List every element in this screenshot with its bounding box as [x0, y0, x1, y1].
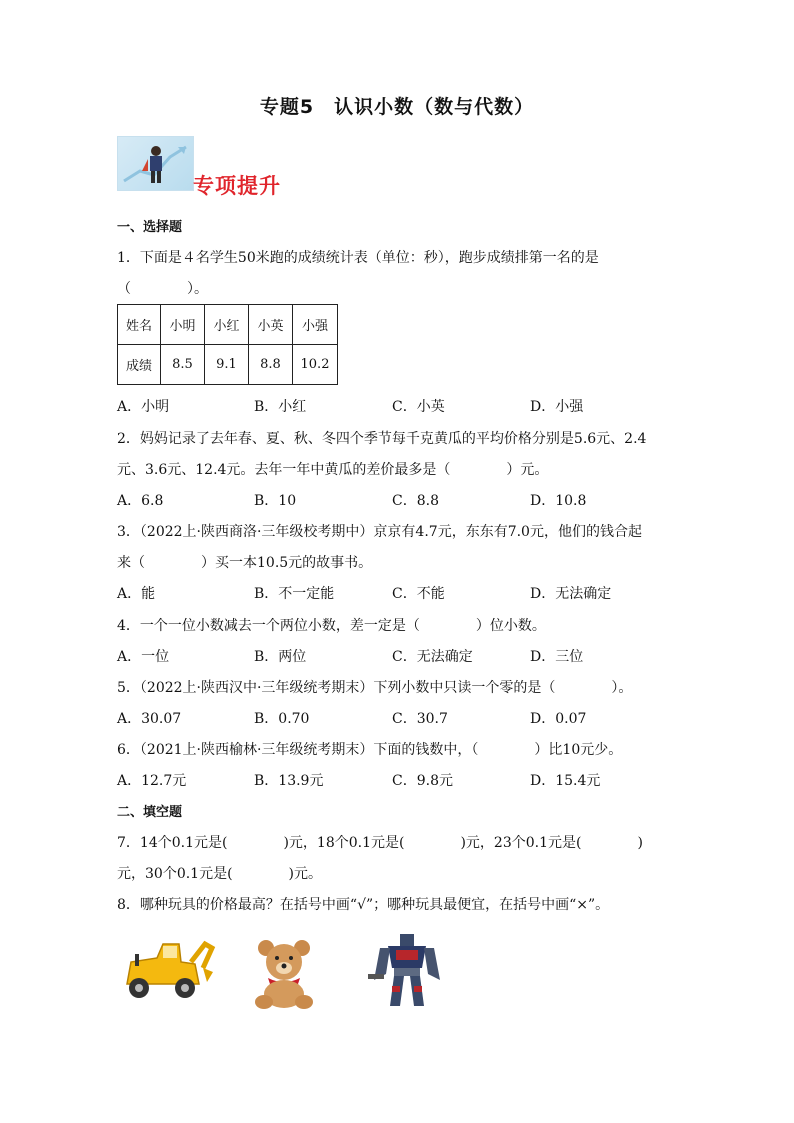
teddy-bear-icon — [250, 938, 318, 1014]
score-table — [117, 304, 338, 385]
table-header-cell: 小强 — [293, 305, 338, 345]
table-cell: 10.2 — [293, 345, 338, 385]
option-c: C．小英 — [392, 399, 445, 415]
option-d: D．无法确定 — [530, 586, 612, 602]
option-a: A．30.07 — [117, 711, 182, 727]
option-b: B．13.9元 — [254, 773, 324, 789]
question-1-blank: （ ）。 — [117, 281, 208, 297]
section-heading-fill: 二、填空题 — [117, 805, 183, 820]
toy-car-icon — [117, 932, 217, 1012]
option-b: B．小红 — [254, 399, 307, 415]
option-b: B．两位 — [254, 649, 307, 665]
question-2-text-cont: 元、3.6元、12.4元。去年一年中黄瓜的差价最多是（ ）元。 — [117, 462, 549, 478]
option-a: A．6.8 — [117, 493, 164, 509]
table-header-cell: 小明 — [161, 305, 205, 345]
option-d: D．三位 — [530, 649, 584, 665]
robot-icon — [368, 930, 446, 1014]
question-8-text: 8．哪种玩具的价格最高？在括号中画“√”；哪种玩具最便宜，在括号中画“×”。 — [117, 897, 610, 913]
option-a: A．能 — [117, 586, 156, 602]
question-6-text: 6．（2021上·陕西榆林·三年级统考期末）下面的钱数中，（ ）比10元少。 — [117, 742, 623, 758]
question-7-text-cont: 元，30个0.1元是( )元。 — [117, 866, 323, 882]
page-title: 专题5 认识小数（数与代数） — [259, 96, 535, 118]
section-heading-choice: 一、选择题 — [117, 220, 183, 235]
section-banner — [117, 136, 297, 198]
option-c: C．9.8元 — [392, 773, 453, 789]
option-c: C．8.8 — [392, 493, 439, 509]
option-a: A．12.7元 — [117, 773, 187, 789]
question-3-text-cont: 来（ ）买一本10.5元的故事书。 — [117, 555, 373, 571]
option-d: D．小强 — [530, 399, 584, 415]
question-7-text: 7．14个0.1元是( )元，18个0.1元是( )元，23个0.1元是( ) — [117, 835, 643, 851]
option-b: B．10 — [254, 493, 297, 509]
banner-label: 专项提升 — [193, 174, 281, 198]
option-d: D．0.07 — [530, 711, 587, 727]
table-row — [118, 345, 338, 385]
table-header-cell: 小英 — [249, 305, 293, 345]
table-row — [118, 305, 338, 345]
option-a: A．小明 — [117, 399, 170, 415]
option-c: C．无法确定 — [392, 649, 473, 665]
question-1-text: 1．下面是４名学生50米跑的成绩统计表（单位：秒），跑步成绩排第一名的是 — [117, 250, 599, 266]
option-c: C．30.7 — [392, 711, 448, 727]
table-header-cell: 姓名 — [118, 305, 161, 345]
question-3-text: 3．（2022上·陕西商洛·三年级校考期中）京京有4.7元，东东有7.0元，他们的钱合起 — [117, 524, 642, 540]
option-a: A．一位 — [117, 649, 170, 665]
table-cell: 成绩 — [118, 345, 161, 385]
question-4-text: 4．一个一位小数减去一个两位小数，差一定是（ ）位小数。 — [117, 618, 546, 634]
table-cell: 9.1 — [205, 345, 249, 385]
table-cell: 8.5 — [161, 345, 205, 385]
option-b: B．0.70 — [254, 711, 310, 727]
option-c: C．不能 — [392, 586, 445, 602]
option-d: D．15.4元 — [530, 773, 601, 789]
option-d: D．10.8 — [530, 493, 587, 509]
option-b: B．不一定能 — [254, 586, 335, 602]
table-header-cell: 小红 — [205, 305, 249, 345]
question-2-text: 2．妈妈记录了去年春、夏、秋、冬四个季节每千克黄瓜的平均价格分别是5.6元、2.4 — [117, 431, 647, 447]
question-5-text: 5．（2022上·陕西汉中·三年级统考期末）下列小数中只读一个零的是（ ）。 — [117, 680, 633, 696]
table-cell: 8.8 — [249, 345, 293, 385]
banner-person-icon — [117, 136, 194, 191]
